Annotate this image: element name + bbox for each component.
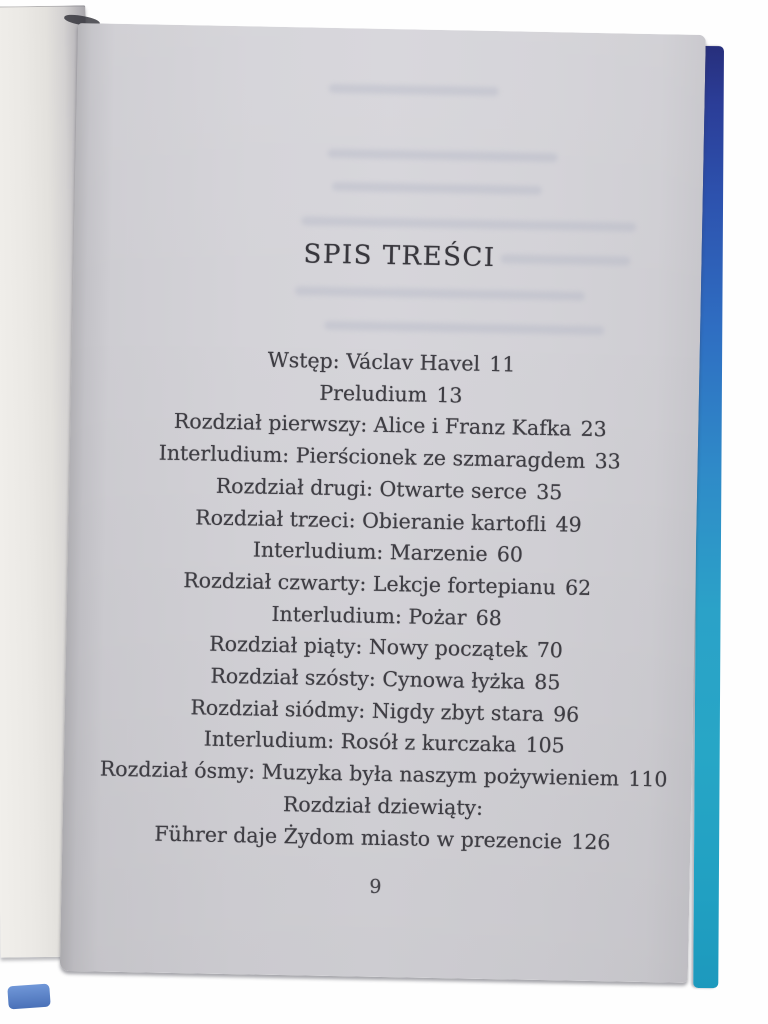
page-title: SPIS TREŚCI bbox=[303, 239, 496, 274]
toc-entry-page: 33 bbox=[594, 449, 621, 474]
toc-entry-label: Rozdział trzeci: Obieranie kartofli bbox=[195, 504, 547, 536]
toc-entry-page: 49 bbox=[555, 511, 582, 537]
toc-entry-page: 11 bbox=[489, 351, 516, 377]
toc-entry-label: Rozdział ósmy: Muzyka była naszym pożywieniem bbox=[99, 756, 620, 791]
toc-entry-label: Rozdział szósty: Cynowa łyżka bbox=[210, 663, 526, 694]
toc-entry-label: Rozdział siódmy: Nigdy zbyt stara bbox=[190, 695, 545, 726]
book-cover-corner bbox=[7, 984, 51, 1010]
page-number: 9 bbox=[369, 875, 382, 898]
toc-entry-label: Interludium: Pierścionek ze szmaragdem bbox=[158, 440, 586, 473]
toc-entry-page: 23 bbox=[580, 417, 607, 442]
showthrough-line bbox=[295, 286, 585, 301]
table-of-contents bbox=[62, 341, 700, 860]
toc-entry-page: 105 bbox=[525, 733, 565, 758]
showthrough-line bbox=[329, 84, 499, 96]
toc-entry-page: 70 bbox=[536, 638, 564, 663]
toc-entry-label: Rozdział drugi: Otwarte serce bbox=[215, 473, 528, 504]
toc-entry-page: 85 bbox=[534, 669, 561, 695]
toc-entry-label: Rozdział piąty: Nowy początek bbox=[209, 631, 528, 663]
toc-entry-page: 96 bbox=[552, 701, 580, 727]
toc-entry-page: 126 bbox=[571, 829, 611, 854]
showthrough-line bbox=[301, 216, 636, 231]
toc-entry-page: 110 bbox=[628, 766, 668, 792]
toc-entry-label: Rozdział czwarty: Lekcje fortepianu bbox=[183, 568, 557, 600]
showthrough-line bbox=[327, 149, 557, 162]
showthrough-line bbox=[324, 321, 604, 335]
showthrough-line bbox=[332, 182, 542, 195]
toc-entry-label: Rozdział pierwszy: Alice i Franz Kafka bbox=[173, 409, 572, 441]
toc-entry-label: Preludium bbox=[319, 380, 428, 407]
toc-entry-label: Interludium: Pożar bbox=[271, 601, 467, 630]
book-page bbox=[60, 23, 706, 983]
toc-entry-page: 62 bbox=[564, 575, 592, 600]
toc-entry-page: 60 bbox=[496, 542, 524, 567]
toc-entry-label: Führer daje Żydom miasto w prezencie bbox=[154, 821, 563, 853]
toc-entry-label: Wstęp: Václav Havel bbox=[267, 347, 481, 376]
toc-entry-label: Interludium: Marzenie bbox=[252, 537, 488, 567]
toc-entry-label: Interludium: Rosół z kurczaka bbox=[203, 726, 517, 757]
toc-entry-label: Rozdział dziewiąty: bbox=[282, 791, 484, 820]
toc-entry-page: 35 bbox=[536, 479, 563, 505]
toc-entry-page: 68 bbox=[475, 605, 503, 630]
toc-entry-page: 13 bbox=[436, 382, 463, 408]
